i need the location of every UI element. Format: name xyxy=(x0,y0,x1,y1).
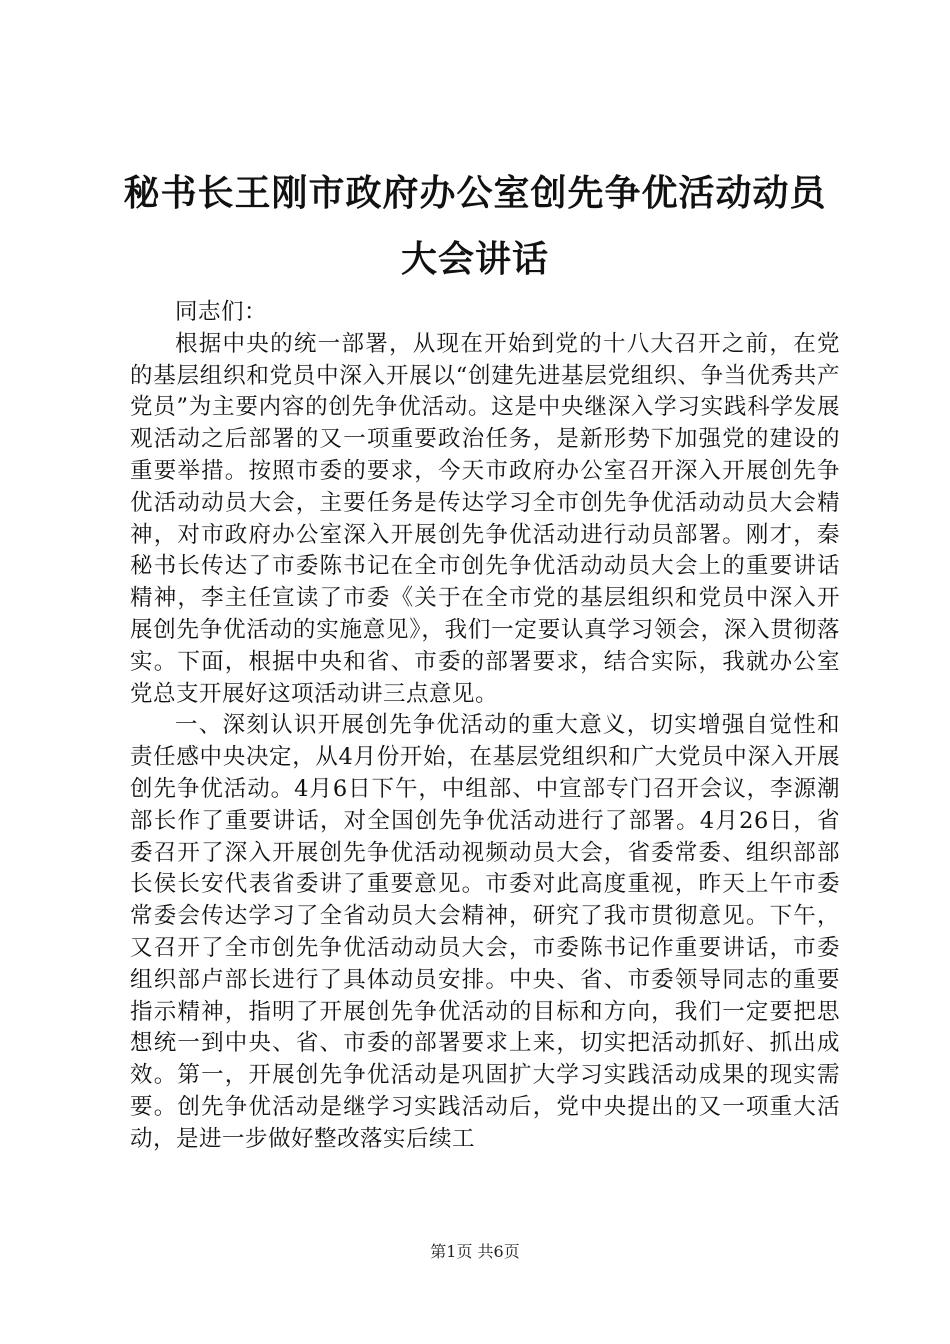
paragraph: 根据中央的统一部署，从现在开始到党的十八大召开之前，在党的基层组织和党员中深入开展以“创建先进基层党组织、争当优秀共产党员”为主要内容的创先争优活动。这是中央继深入学习实践科学发展观活动之后部署的又一项重要政治任务，是新形势下加强党的建设的重要举措。按照市委的要求，今天市政府办公室召开深入开展创先争优活动动员大会，主要任务是传达学习全市创先争优活动动员大会精神，对市政府办公室深入开展创先争优活动进行动员部署。刚才，秦秘书长传达了市委陈书记在全市创先争优活动动员大会上的重要讲话精神，李主任宣读了市委《关于在全市党的基层组织和党员中深入开展创先争优活动的实施意见》，我们一定要认真学习领会，深入贯彻落实。下面，根据中央和省、市委的部署要求，结合实际，我就办公室党总支开展好这项活动讲三点意见。 xyxy=(130,330,840,707)
document-body xyxy=(130,297,840,1156)
paragraph: 一、深刻认识开展创先争优活动的重大意义，切实增强自觉性和责任感中央决定，从4月份开始，在基层党组织和广大党员中深入开展创先争优活动。4月6日下午，中组部、中宣部专门召开会议，李源潮部长作了重要讲话，对全国创先争优活动进行了部署。4月26日，省委召开了深入开展创先争优活动视频动员大会，省委常委、组织部部长侯长安代表省委讲了重要意见。市委对此高度重视，昨天上午市委常委会传达学习了全省动员大会精神，研究了我市贯彻意见。下午，又召开了全市创先争优活动动员大会，市委陈书记作重要讲话，市委组织部卢部长进行了具体动员安排。中央、省、市委领导同志的重要指示精神，指明了开展创先争优活动的目标和方向，我们一定要把思想统一到中央、省、市委的部署要求上来，切实把活动抓好、抓出成效。第一，开展创先争优活动是巩固扩大学习实践活动成果的现实需要。创先争优活动是继学习实践活动后，党中央提出的又一项重大活动，是进一步做好整改落实后续工 xyxy=(130,712,840,1152)
page-footer: 第1页 共6页 xyxy=(430,1242,520,1261)
salutation: 同志们： xyxy=(175,299,268,325)
document-title: 秘书长王刚市政府办公室创先争优活动动员大会讲话 xyxy=(123,172,827,280)
